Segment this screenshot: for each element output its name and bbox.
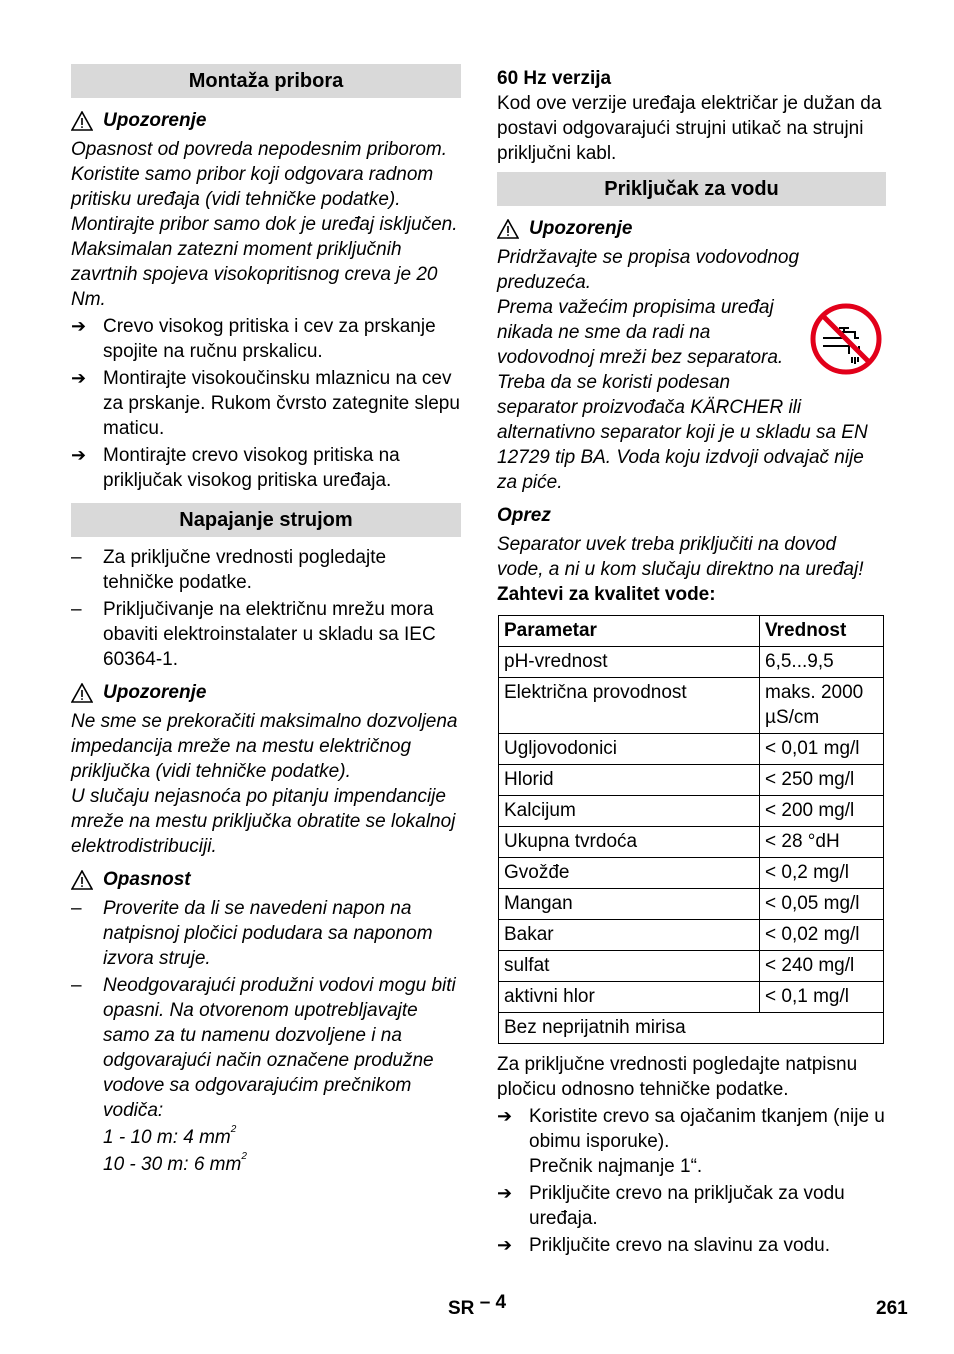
table-cell: 6,5...9,5 xyxy=(760,647,884,678)
list-item-text: Za priključne vrednosti pogledajte tehničke podatke. xyxy=(103,547,387,593)
arrow-right-icon: ➔ xyxy=(497,1183,513,1203)
section-title-power-supply: Napajanje strujom xyxy=(71,503,461,537)
warning-text: U slučaju nejasnoća po pitanju impendancije mreže na mestu priključka obratite se lokalnoj elektrodistribuciji. xyxy=(71,786,456,857)
list-item xyxy=(71,597,461,672)
instruction-step xyxy=(497,1181,886,1231)
dash-bullet: – xyxy=(71,547,82,568)
footer-language xyxy=(448,1292,507,1321)
table-row xyxy=(499,827,884,858)
arrow-right-icon: ➔ xyxy=(71,368,87,388)
dash-bullet: – xyxy=(71,898,82,919)
table-row xyxy=(499,765,884,796)
warning-text: Pridržavajte se propisa vodovodnog preduzeća. xyxy=(497,247,800,293)
list-item-text: Neodgovarajući produžni vodovi mogu biti opasni. Na otvorenom upotrebljavajte samo za tu namenu dozvoljene i na odgovarajući način označene produžne vodove sa odgovarajućim prečnikom vodiča: xyxy=(103,975,456,1121)
step-text-extra: Prečnik najmanje 1“. xyxy=(529,1156,703,1177)
section-page-number: – 4 xyxy=(479,1292,507,1313)
warning-text: Opasnost od povreda nepodesnim priborom. Koristite samo pribor koji odgovara radnom pritisku uređaja (vidi tehničke podatke). xyxy=(71,139,448,210)
danger-label: Opasnost xyxy=(103,869,191,890)
table-cell: < 0,02 mg/l xyxy=(760,920,884,951)
warning-line: Treba da se koristi podesan xyxy=(497,372,731,393)
table-header-cell: Vrednost xyxy=(760,616,884,647)
instruction-step xyxy=(497,1233,886,1258)
section-title-water-connection: Priključak za vodu xyxy=(497,172,886,206)
table-cell: Bakar xyxy=(499,920,760,951)
warning-line: nikada ne sme da radi na xyxy=(497,322,711,343)
language-code: SR xyxy=(448,1298,475,1319)
table-row xyxy=(499,951,884,982)
list-item xyxy=(71,896,461,971)
table-cell: < 28 °dH xyxy=(760,827,884,858)
caution-text: Separator uvek treba priključiti na dovod vode, a ni u kom slučaju direktno na uređaj! xyxy=(497,534,864,580)
list-item xyxy=(71,545,461,595)
instruction-step xyxy=(497,1104,886,1179)
instruction-step xyxy=(71,314,461,364)
table-row xyxy=(499,920,884,951)
table-cell: Gvožđe xyxy=(499,858,760,889)
warning-heading xyxy=(71,108,461,133)
no-drinking-water-connection-icon xyxy=(809,302,883,376)
list-item-text: Priključivanje na električnu mrežu mora obaviti elektroinstalater u skladu sa IEC 60364-1. xyxy=(103,599,436,670)
step-text: Priključite crevo na slavinu za vodu. xyxy=(529,1235,830,1256)
table-cell: Mangan xyxy=(499,889,760,920)
left-column xyxy=(71,64,461,1177)
table-cell: < 0,2 mg/l xyxy=(760,858,884,889)
table-cell: < 0,01 mg/l xyxy=(760,734,884,765)
warning-triangle-icon xyxy=(71,870,93,890)
table-cell: Ugljovodonici xyxy=(499,734,760,765)
warning-text: Maksimalan zatezni moment priključnih zavrtnih spojeva visokopritisnog creva je 20 Nm. xyxy=(71,239,438,310)
paragraph: Kod ove verzije uređaja električar je dužan da postavi odgovarajući strujni utikač na strujni priključni kabl. xyxy=(497,93,882,164)
warning-line: separator proizvođača KÄRCHER ili alternativno separator koji je u skladu sa EN 12729 tip BA. Voda koju izdvoji odvajač nije za piće. xyxy=(497,397,868,493)
table-cell: < 250 mg/l xyxy=(760,765,884,796)
table-cell: Bez neprijatnih mirisa xyxy=(499,1013,884,1044)
subheading-60hz: 60 Hz verzija xyxy=(497,68,612,89)
step-text: Montirajte visokoučinsku mlaznicu na cev za prskanje. Rukom čvrsto zategnite slepu maticu. xyxy=(103,368,460,439)
cable-spec-text: 1 - 10 m: 4 mm xyxy=(103,1127,231,1148)
step-text: Montirajte crevo visokog pritiska na priključak visokog pritiska uređaja. xyxy=(103,445,400,491)
instruction-step xyxy=(71,366,461,441)
table-row xyxy=(499,647,884,678)
table-cell: Kalcijum xyxy=(499,796,760,827)
table-cell: sulfat xyxy=(499,951,760,982)
superscript: 2 xyxy=(241,1151,247,1162)
list-item xyxy=(71,973,461,1123)
step-text: Priključite crevo na priključak za vodu uređaja. xyxy=(529,1183,845,1229)
list-item-text: Proverite da li se navedeni napon na natpisnoj pločici podudara sa naponom izvora struje. xyxy=(103,898,433,969)
warning-text: Ne sme se prekoračiti maksimalno dozvoljena impedancija mreže na mestu električnog priključka (vidi tehničke podatke). xyxy=(71,711,458,782)
table-cell: < 200 mg/l xyxy=(760,796,884,827)
table-header-row xyxy=(499,616,884,647)
table-row xyxy=(499,889,884,920)
warning-line: vodovodnoj mreži bez separatora. xyxy=(497,347,784,368)
warning-triangle-icon xyxy=(71,111,93,131)
water-quality-table xyxy=(498,615,884,1044)
warning-line: Prema važećim propisima uređaj xyxy=(497,297,774,318)
table-cell: Hlorid xyxy=(499,765,760,796)
table-row xyxy=(499,982,884,1013)
warning-heading xyxy=(497,216,886,241)
danger-heading xyxy=(71,867,461,892)
table-cell: Električna provodnost xyxy=(499,678,760,734)
table-cell: aktivni hlor xyxy=(499,982,760,1013)
water-quality-title: Zahtevi za kvalitet vode: xyxy=(497,584,716,605)
step-text xyxy=(529,1104,886,1179)
step-text: Crevo visokog pritiska i cev za prskanje spojite na ručnu prskalicu. xyxy=(103,316,436,362)
cable-spec xyxy=(103,1125,461,1150)
table-cell: Ukupna tvrdoća xyxy=(499,827,760,858)
arrow-right-icon: ➔ xyxy=(71,445,87,465)
instruction-step xyxy=(71,443,461,493)
arrow-right-icon: ➔ xyxy=(497,1235,513,1255)
table-row xyxy=(499,796,884,827)
dash-bullet: – xyxy=(71,975,82,996)
page-number: 261 xyxy=(876,1298,908,1319)
warning-triangle-icon xyxy=(71,683,93,703)
warning-heading xyxy=(71,680,461,705)
superscript: 2 xyxy=(230,1124,237,1135)
dash-bullet: – xyxy=(71,599,82,620)
cable-spec xyxy=(103,1152,461,1177)
arrow-right-icon: ➔ xyxy=(71,316,87,336)
table-row xyxy=(499,734,884,765)
warning-label: Upozorenje xyxy=(103,682,207,703)
table-row xyxy=(499,858,884,889)
table-row xyxy=(499,678,884,734)
warning-triangle-icon xyxy=(497,219,519,239)
warning-label: Upozorenje xyxy=(529,218,633,239)
right-column xyxy=(497,64,886,1258)
table-cell: < 240 mg/l xyxy=(760,951,884,982)
table-cell: pH-vrednost xyxy=(499,647,760,678)
step-text-main: Koristite crevo sa ojačanim tkanjem (nije u obimu isporuke). xyxy=(529,1106,885,1152)
paragraph: Za priključne vrednosti pogledajte natpisnu pločicu odnosno tehničke podatke. xyxy=(497,1054,858,1100)
section-title-accessories: Montaža pribora xyxy=(71,64,461,98)
warning-text: Montirajte pribor samo dok je uređaj isključen. xyxy=(71,214,458,235)
table-row xyxy=(499,1013,884,1044)
table-cell: < 0,05 mg/l xyxy=(760,889,884,920)
table-header-cell: Parametar xyxy=(499,616,760,647)
caution-label: Oprez xyxy=(497,505,551,526)
arrow-right-icon: ➔ xyxy=(497,1106,513,1126)
table-cell: maks. 2000 µS/cm xyxy=(760,678,884,734)
cable-spec-text: 10 - 30 m: 6 mm xyxy=(103,1154,242,1175)
warning-label: Upozorenje xyxy=(103,110,207,131)
table-cell: < 0,1 mg/l xyxy=(760,982,884,1013)
